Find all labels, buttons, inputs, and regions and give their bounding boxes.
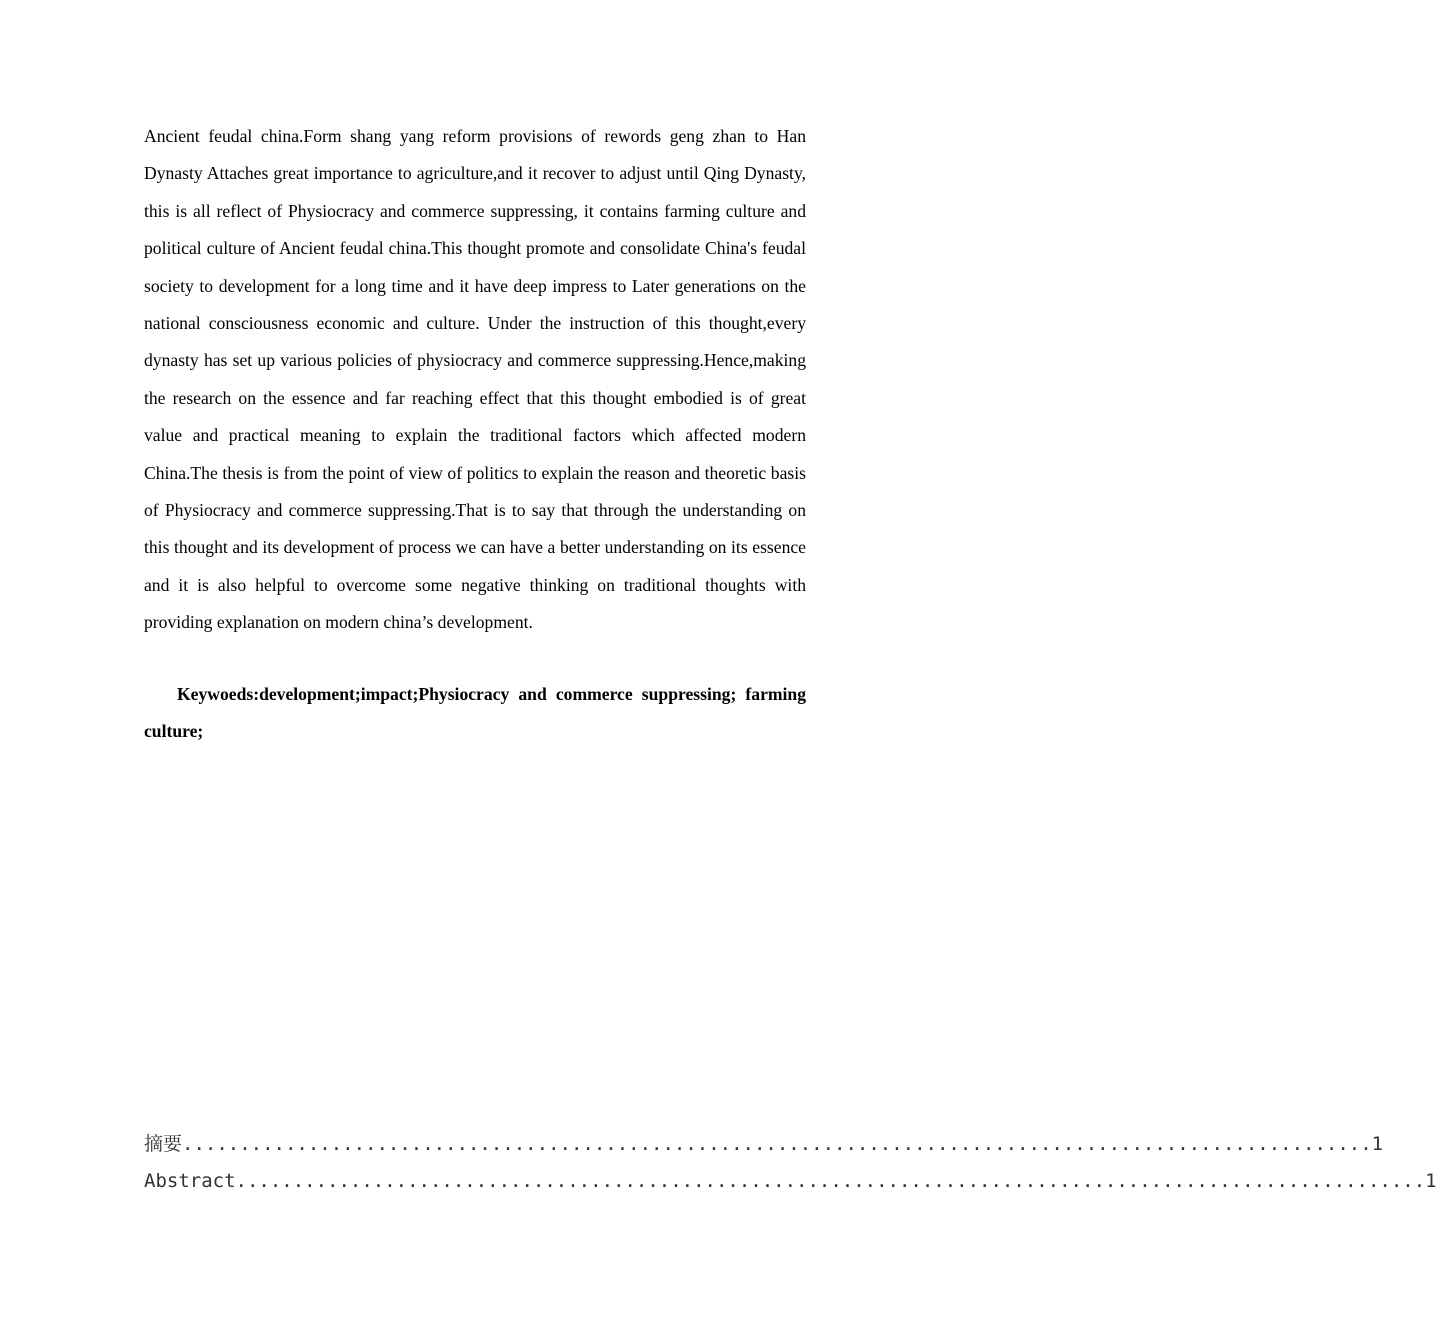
table-of-contents [144, 1126, 1437, 1200]
toc-entry-abstract-chinese[interactable] [144, 1126, 1384, 1163]
toc-entry-page: 1 [1371, 1133, 1384, 1155]
toc-entry-abstract-english[interactable] [144, 1163, 1437, 1200]
toc-dot-leader: ........................................................................................................ [235, 1170, 1426, 1192]
toc-entry-title: 摘要 [144, 1133, 183, 1155]
abstract-body-text: Ancient feudal china.Form shang yang reform provisions of rewords geng zhan to Han Dynasty Attaches great importance to agriculture,and it recover to adjust until Qing Dynasty, this is all reflect of Physiocracy and commerce suppressing, it contains farming culture and political culture of Ancient feudal china.This thought promote and consolidate China's feudal society to development for a long time and it have deep impress to Later generations on the national consciousness economic and culture. Under the instruction of this thought,every dynasty has set up various policies of physiocracy and commerce suppressing.Hence,making the research on the essence and far reaching effect that this thought embodied is of great value and practical meaning to explain the traditional factors which affected modern China.The thesis is from the point of view of politics to explain the reason and theoretic basis of Physiocracy and commerce suppressing.That is to say that through the understanding on this thought and its development of process we can have a better understanding on its essence and it is also helpful to overcome some negative thinking on traditional thoughts with providing explanation on modern china’s development. [144, 126, 806, 633]
toc-dot-leader: ........................................................................................................ [182, 1133, 1372, 1155]
abstract-keywords: Keywoeds:development;impact;Physiocracy and commerce suppressing; farming culture; [144, 684, 806, 742]
toc-entry-page: 1 [1425, 1170, 1437, 1192]
toc-entry-title: Abstract [144, 1170, 236, 1192]
